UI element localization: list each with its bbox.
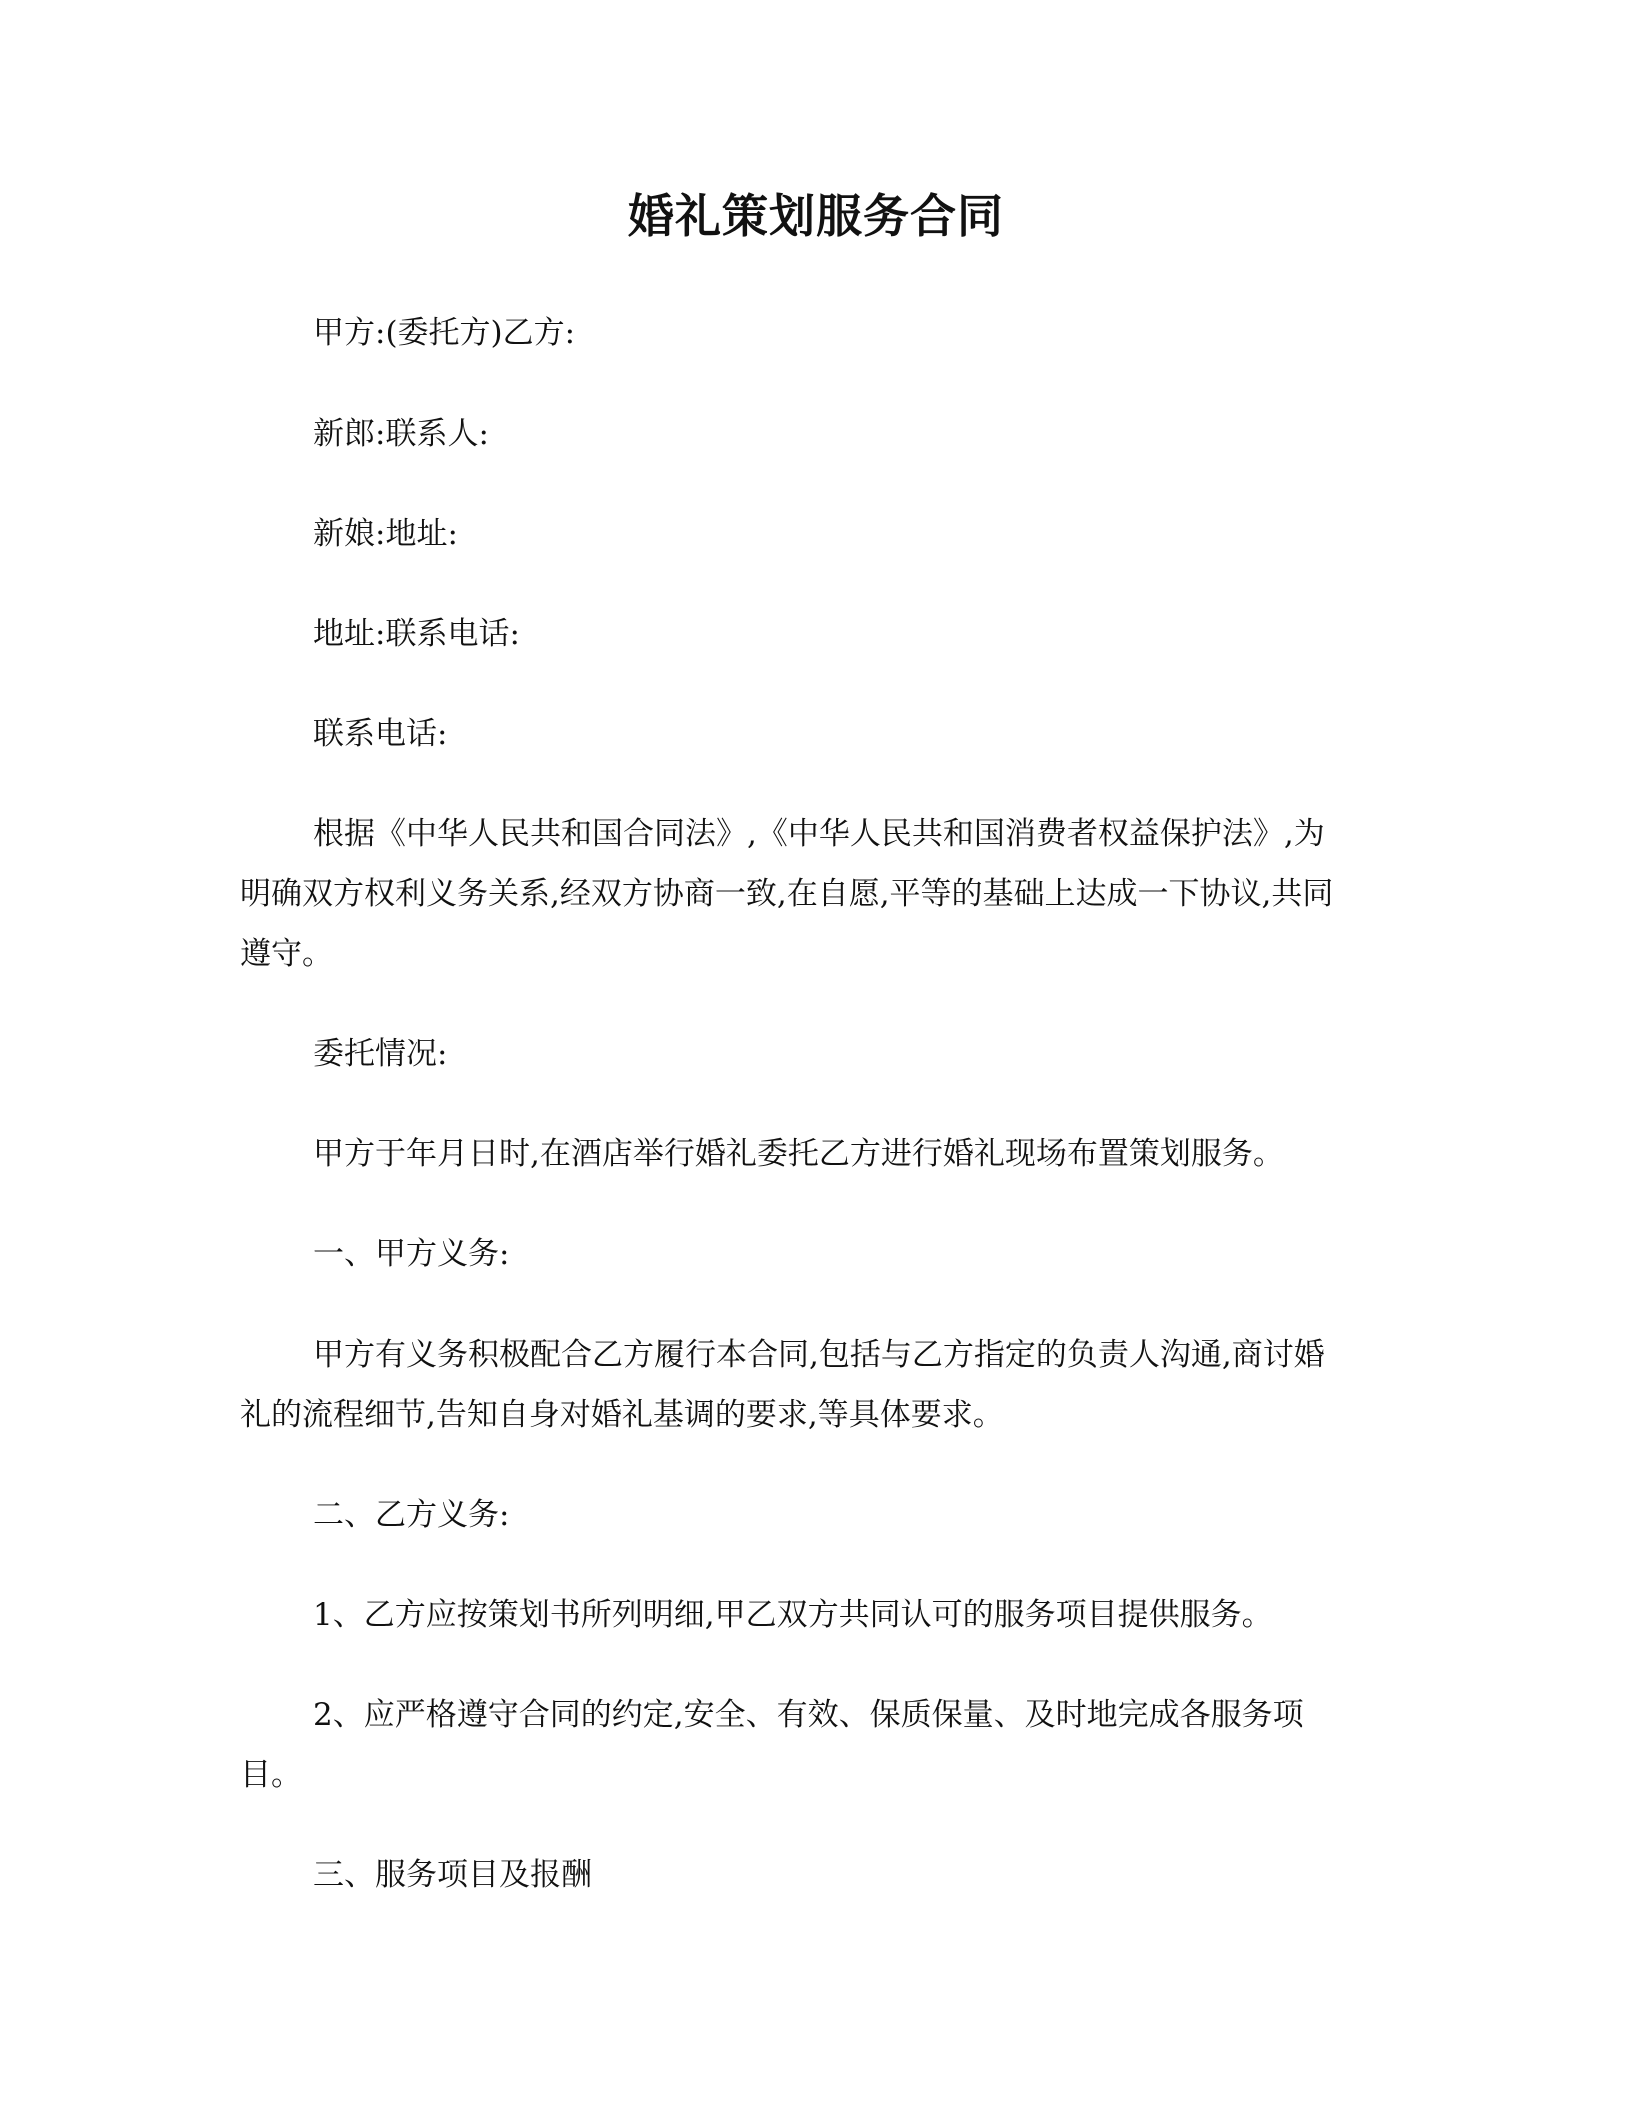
phone-line: 联系电话: — [313, 716, 448, 752]
section1-line-2: 礼的流程细节,告知自身对婚礼基调的要求,等具体要求。 — [240, 1397, 1004, 1433]
party-a-line: 甲方:(委托方)乙方: — [313, 315, 576, 351]
bride-line: 新娘:地址: — [313, 516, 458, 552]
entrust-text: 甲方于年月日时,在酒店举行婚礼委托乙方进行婚礼现场布置策划服务。 — [313, 1136, 1284, 1172]
groom-line: 新郎:联系人: — [313, 416, 489, 452]
section1-heading: 一、甲方义务: — [313, 1236, 510, 1272]
entrust-heading: 委托情况: — [313, 1036, 448, 1072]
preamble-line-3: 遵守。 — [240, 936, 333, 972]
preamble-line-2: 明确双方权利义务关系,经双方协商一致,在自愿,平等的基础上达成一下协议,共同 — [240, 876, 1334, 912]
section2-item1: 1、乙方应按策划书所列明细,甲乙双方共同认可的服务项目提供服务。 — [313, 1597, 1273, 1633]
section2-heading: 二、乙方义务: — [313, 1497, 510, 1533]
document-title: 婚礼策划服务合同 — [628, 189, 1004, 243]
preamble-line-1: 根据《中华人民共和国合同法》,《中华人民共和国消费者权益保护法》,为 — [313, 816, 1325, 852]
section2-item2-line-1: 2、应严格遵守合同的约定,安全、有效、保质保量、及时地完成各服务项 — [313, 1697, 1304, 1733]
section2-item2-line-2: 目。 — [240, 1757, 302, 1793]
section1-line-1: 甲方有义务积极配合乙方履行本合同,包括与乙方指定的负责人沟通,商讨婚 — [313, 1337, 1325, 1373]
section3-heading: 三、服务项目及报酬 — [313, 1857, 592, 1893]
address-line: 地址:联系电话: — [313, 616, 520, 652]
